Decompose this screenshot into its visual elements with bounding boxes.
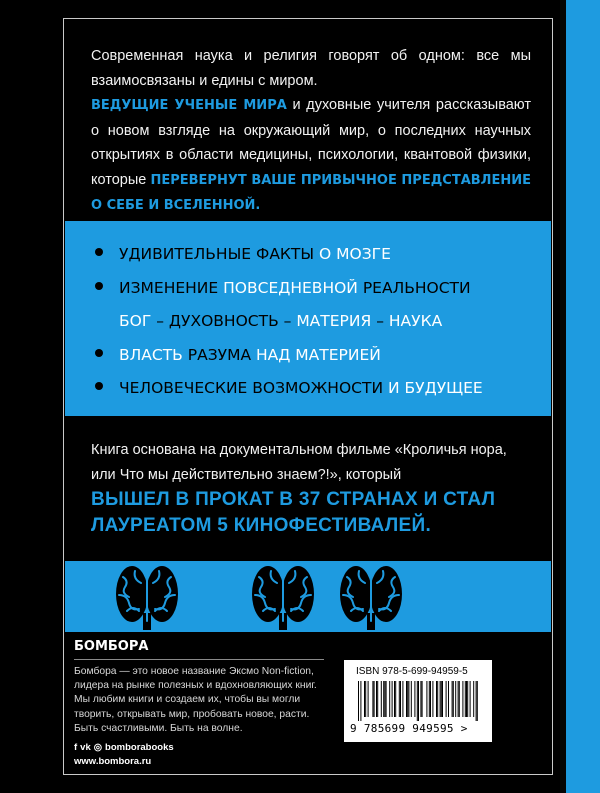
spine-edge bbox=[560, 0, 566, 793]
publisher-description: Бомбора — это новое название Эксмо Non-fiction, лидера на рынке полезных и вдохновляющих книг. Мы любим книги и создаем их, чтобы вы могли творить, открывать мир, пробовать новое, расти. Быть счастливыми. Быть на волне. bbox=[74, 666, 317, 734]
social-links bbox=[74, 742, 174, 753]
brain-icon bbox=[337, 561, 405, 632]
brain-icon bbox=[113, 561, 181, 632]
brain-icon bbox=[249, 561, 317, 632]
barcode-icon bbox=[356, 681, 480, 721]
film-highlight: ВЫШЕЛ В ПРОКАТ В 37 СТРАНАХ И СТАЛ ЛАУРЕАТОМ 5 КИНОФЕСТИВАЛЕЙ. bbox=[91, 489, 496, 536]
facebook-icon[interactable]: f bbox=[74, 742, 78, 753]
bullet-item: ЧЕЛОВЕЧЕСКИЕ ВОЗМОЖНОСТИ И БУДУЩЕЕ bbox=[95, 372, 535, 406]
intro-highlight-1: ВЕДУЩИЕ УЧЕНЫЕ МИРА bbox=[91, 98, 287, 113]
spine-strip bbox=[566, 0, 600, 793]
divider bbox=[74, 659, 324, 660]
barcode-box bbox=[344, 660, 492, 742]
intro-highlight-2: ПЕРЕВЕРНУТ ВАШЕ ПРИВЫЧНОЕ ПРЕДСТАВЛЕНИЕ О СЕБЕ И ВСЕЛЕННОЙ. bbox=[91, 172, 531, 213]
publisher-logo: БОМБОРА bbox=[74, 639, 149, 654]
intro-text-2: и духовные учителя рассказывают о новом взгляде на окружающий мир, о последних научных открытиях в области медицины, психологии, квантовой физики, которые bbox=[91, 97, 531, 188]
film-text: Книга основана на документальном фильме «Кроличья нора, или Что мы действительно знаем?!», который bbox=[91, 442, 507, 483]
intro-paragraph bbox=[91, 44, 531, 219]
film-paragraph bbox=[91, 438, 531, 539]
intro-text-1: Современная наука и религия говорят об одном: все мы взаимосвязаны и едины с миром. bbox=[91, 48, 531, 89]
website-link[interactable]: www.bombora.ru bbox=[74, 756, 152, 767]
bullet-dot-icon bbox=[95, 282, 103, 290]
instagram-icon[interactable]: ◎ bbox=[93, 742, 103, 753]
bullet-dot-icon bbox=[95, 248, 103, 256]
vk-icon[interactable]: vk bbox=[80, 742, 91, 753]
bullet-item: ИЗМЕНЕНИЕ ПОВСЕДНЕВНОЙ РЕАЛЬНОСТИ bbox=[95, 272, 535, 306]
isbn-label: ISBN 978-5-699-94959-5 bbox=[356, 666, 468, 677]
bullet-dot-icon bbox=[95, 349, 103, 357]
bullet-list bbox=[95, 238, 535, 406]
bullet-item: УДИВИТЕЛЬНЫЕ ФАКТЫ О МОЗГЕ bbox=[95, 238, 535, 272]
social-handle[interactable]: bomborabooks bbox=[105, 742, 174, 753]
bullet-item: БОГ – ДУХОВНОСТЬ – МАТЕРИЯ – НАУКА bbox=[119, 312, 443, 330]
brain-strip bbox=[65, 561, 551, 632]
barcode-digits: 9 785699 949595 > bbox=[350, 722, 468, 735]
bullet-item: ВЛАСТЬ РАЗУМА НАД МАТЕРИЕЙ bbox=[95, 339, 535, 373]
publisher-block bbox=[74, 632, 329, 767]
bullet-dot-icon bbox=[95, 382, 103, 390]
